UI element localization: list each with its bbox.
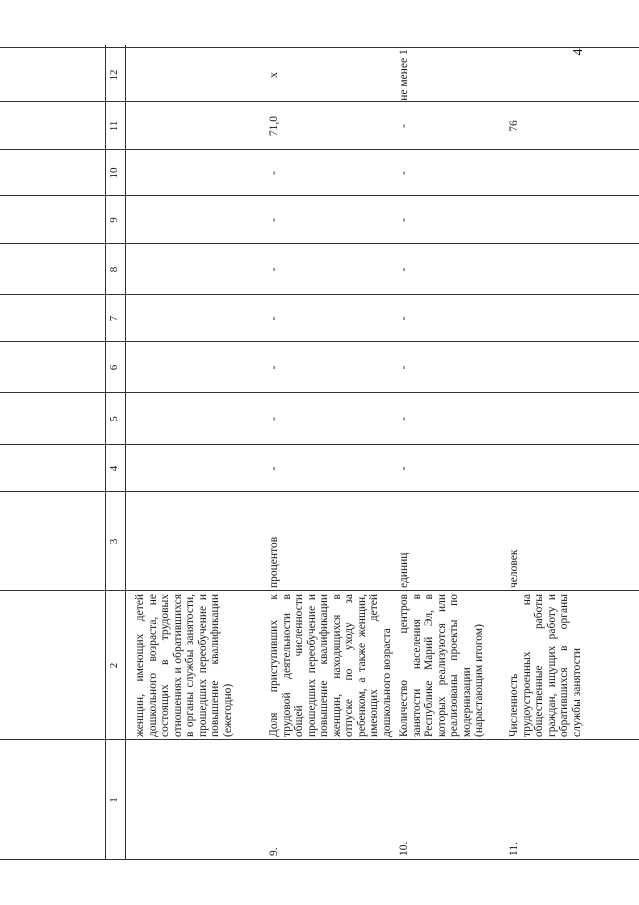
row-number: 11.: [508, 842, 520, 856]
page-number: 4: [571, 48, 586, 56]
value-cell: -: [268, 218, 280, 222]
data-table: [0, 45, 639, 860]
column-number-7: 7: [108, 315, 120, 322]
column-border: [0, 243, 639, 244]
value-cell: -: [268, 316, 280, 321]
unit-label: единиц: [398, 552, 410, 588]
row-number: 10.: [398, 841, 410, 856]
value-cell: -: [268, 466, 280, 471]
column-number-11: 11: [108, 120, 120, 132]
value-cell: х: [268, 72, 280, 78]
column-border: [0, 444, 639, 445]
unit-label: человек: [508, 549, 520, 588]
column-border: [0, 491, 639, 492]
row-number: 9.: [268, 847, 280, 856]
column-number-5: 5: [108, 416, 120, 422]
column-border: [0, 101, 639, 102]
value-cell: -: [268, 171, 280, 175]
column-number-8: 8: [108, 266, 120, 273]
column-border: [0, 195, 639, 196]
value-cell: -: [268, 267, 280, 272]
column-border: [0, 341, 639, 342]
value-cell: -: [398, 267, 410, 272]
indicator-name: Численность трудоустроенных на общественные работы граждан, ищущих работу и обратившихся в органы службы занятости: [508, 594, 583, 737]
value-cell: не менее 1: [398, 49, 410, 101]
indicator-name: Доля приступивших к трудовой деятельности в общей численности прошедших переобучение и повышение квалификации женщин, находящихся в отпуске по уходу за ребенком, а также женщин, имеющих детей дошкольного возраста: [268, 594, 393, 737]
value-cell: 71,0: [268, 115, 280, 137]
column-number-2: 2: [108, 662, 120, 669]
value-cell: -: [398, 316, 410, 321]
column-number-3: 3: [108, 538, 120, 545]
value-cell: -: [268, 365, 280, 370]
column-border: [0, 47, 639, 48]
column-border: [0, 294, 639, 295]
value-cell: -: [398, 365, 410, 370]
column-number-12: 12: [108, 69, 120, 81]
header-border-bottom: [125, 45, 126, 860]
column-number-9: 9: [108, 217, 120, 223]
value-cell: -: [268, 417, 280, 421]
column-number-1: 1: [108, 797, 120, 803]
value-cell: -: [398, 171, 410, 175]
column-number-4: 4: [108, 465, 120, 472]
column-border: [0, 859, 639, 860]
value-cell: -: [398, 124, 410, 128]
indicator-name: женщин, имеющих детей дошкольного возраста, не состоящих в трудовых отношениях и обратившихся в органы службы занятости, прошедших переобучение и повышение квалификации (ежегодно): [134, 594, 234, 737]
header-border-top: [105, 45, 106, 860]
value-cell: -: [398, 417, 410, 421]
value-cell: 76: [508, 120, 520, 132]
column-number-6: 6: [108, 364, 120, 371]
column-border: [0, 149, 639, 150]
value-cell: -: [398, 466, 410, 471]
indicator-name: Количество центров занятости населения в Республике Марий Эл, в которых реализуются или реализованы проекты по модернизации (нарастающим итогом): [398, 594, 485, 737]
column-number-10: 10: [108, 167, 120, 179]
value-cell: -: [398, 218, 410, 222]
column-border: [0, 392, 639, 393]
unit-label: процентов: [268, 536, 280, 588]
